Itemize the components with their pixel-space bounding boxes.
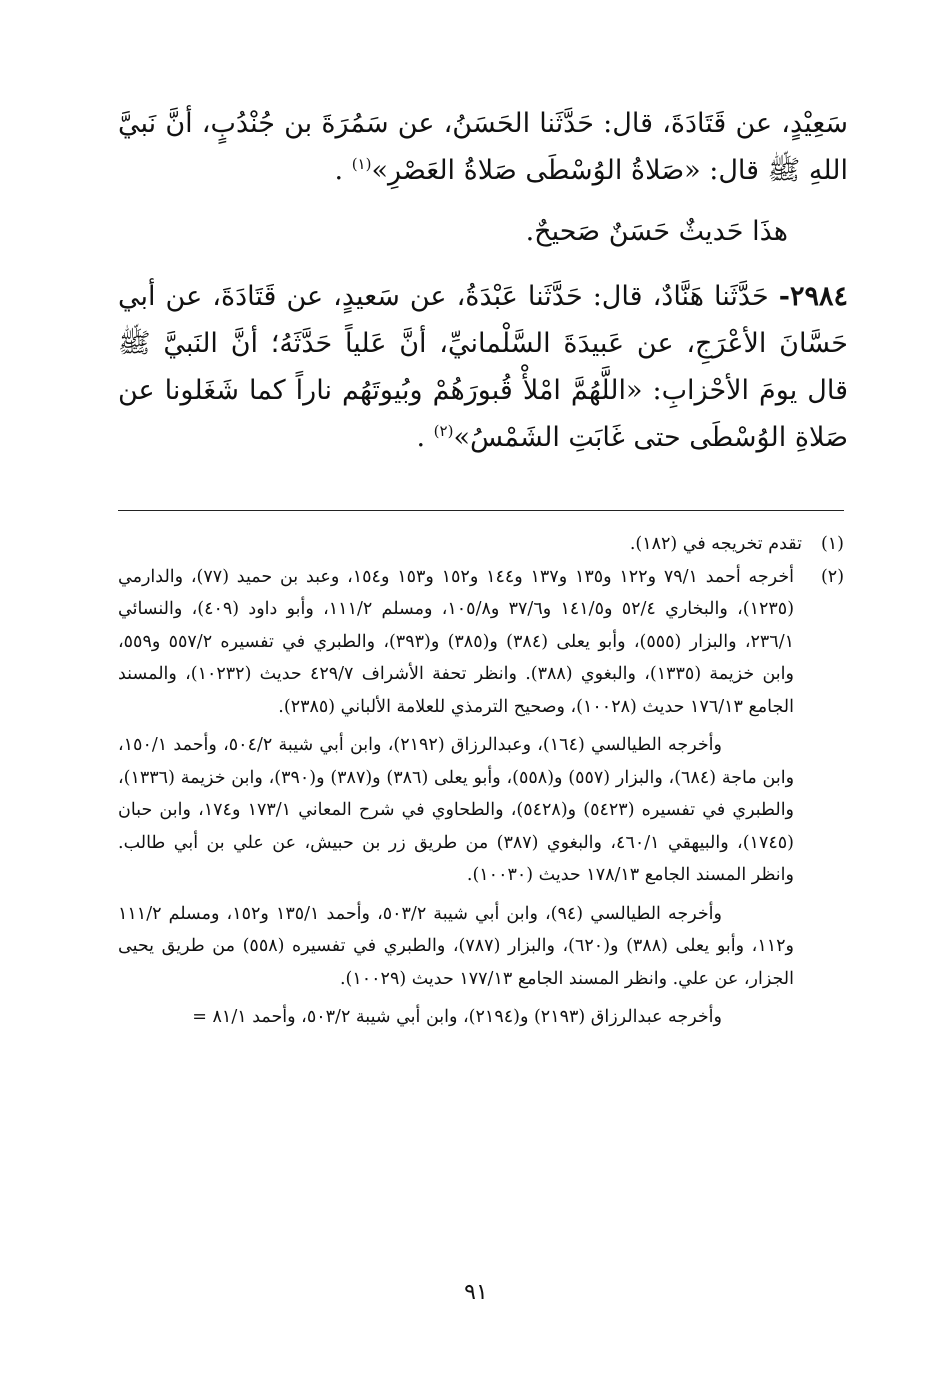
hadith-continuation	[118, 100, 848, 194]
page-number: ٩١	[464, 1280, 488, 1305]
footnote-1-number: (١)	[820, 534, 844, 554]
footnote-2-para-1: وأخرجه الطيالسي (١٦٤)، وعبدالرزاق (٢١٩٢)، وابن أبي شيبة ٥٠٤/٢، وأحمد ١٥٠/١، وابن ماجة (٦٨٤)، والبزار (٥٥٧) و(٥٥٨)، وأبو يعلى (٣٨٦) و(٣٨٧) و(٣٩٠)، وابن خزيمة (١٣٣٦)، والطبري في تفسيره (٥٤٢٣) و(٥٤٢٨)، والطحاوي في شرح المعاني ١٧٣/١ و١٧٤، وابن حبان (١٧٤٥)، والبيهقي ٤٦٠/١، والبغوي (٣٨٧) من طريق زر بن حبيش، عن علي بن أبي طالب. وانظر المسند الجامع ١٧٨/١٣ حديث (١٠٠٣٠).	[118, 735, 795, 885]
footnotes	[118, 528, 844, 1034]
footnote-1-text: تقدم تخريجه في (١٨٢).	[629, 534, 802, 554]
hadith-text: حَدَّثَنا هَنَّادٌ، قال: حَدَّثَنا عَبْدَةُ، عن سَعيدٍ، عن قَتَادَةَ، عن أبي حَسَّانَ الأعْرَجِ، عن عَبيدَةَ السَّلْمانيِّ، أنَّ عَلياً حَدَّثَهُ؛ أنَّ النَبيَّ ﷺ قال يومَ الأحْزابِ: «اللَّهُمَّ امْلأْ قُبورَهُمْ وبُيوتَهُم ناراً كما شَغَلونا عن صَلاةِ الوُسْطَى حتى غَابَتِ الشَمْسُ»	[118, 281, 849, 453]
footnote-2-number: (٢)	[820, 566, 845, 587]
footnote-ref-2[interactable]: (٢)	[433, 422, 454, 440]
hadith-2984	[118, 273, 848, 461]
continuation-text: سَعِيْدٍ، عن قَتَادَةَ، قال: حَدَّثَنا الحَسَنُ، عن سَمُرَةَ بن جُنْدُبٍ، أنَّ نَبيَّ اللهِ ﷺ قال: «صَلاةُ الوُسْطَى صَلاةُ العَصْرِ»	[118, 108, 848, 186]
continuation-end: .	[334, 155, 352, 186]
hadith-end: .	[416, 422, 434, 453]
footnote-2-para-2: وأخرجه الطيالسي (٩٤)، وابن أبي شيبة ٥٠٣/٢، وأحمد ١٣٥/١ و١٥٢، ومسلم ١١١/٢ و١١٢، وأبو يعلى (٣٨٨) و(٦٢٠)، والبزار (٧٨٧)، والطبري في تفسيره (٥٥٨) من طريق يحيى الجزار، عن علي. وانظر المسند الجامع ١٧٧/١٣ حديث (١٠٠٢٩).	[118, 903, 794, 989]
footnote-2-text: أخرجه أحمد ٧٩/١ و١٢٢ و١٣٥ و١٣٧ و١٤٤ و١٥٢ و١٥٣ و١٥٤، وعبد بن حميد (٧٧)، والدارمي (١٢٣٥)، والبخاري ٥٢/٤ و١٤١/٥ و٣٧/٦ و١٠٥/٨، ومسلم ١١١/٢، وأبو داود (٤٠٩)، والنسائي ٢٣٦/١، والبزار (٥٥٥)، وأبو يعلى (٣٨٤) و(٣٨٥) و(٣٩٣)، والطبري في تفسيره ٥٥٧/٢ و٥٥٩، وابن خزيمة (١٣٣٥)، والبغوي (٣٨٨). وانظر تحفة الأشراف ٤٢٩/٧ حديث (١٠٢٣٢)، والمسند الجامع ١٧٦/١٣ حديث (١٠٠٢٨)، وصحيح الترمذي للعلامة الألباني (٢٣٨٥).	[118, 566, 795, 717]
footnote-2-para-3: وأخرجه عبدالرزاق (٢١٩٣) و(٢١٩٤)، وابن أبي شيبة ٥٠٣/٢، وأحمد ٨١/١ =	[192, 1007, 722, 1027]
main-text	[118, 100, 848, 461]
footnote-2	[118, 561, 844, 724]
hadith-number: ٢٩٨٤-	[778, 281, 848, 312]
footnote-1	[118, 528, 844, 561]
footnote-ref-1[interactable]: (١)	[351, 155, 372, 173]
hadith-verdict: هذَا حَديثٌ حَسَنٌ صَحيحٌ.	[525, 216, 788, 247]
footnote-separator	[118, 510, 844, 511]
